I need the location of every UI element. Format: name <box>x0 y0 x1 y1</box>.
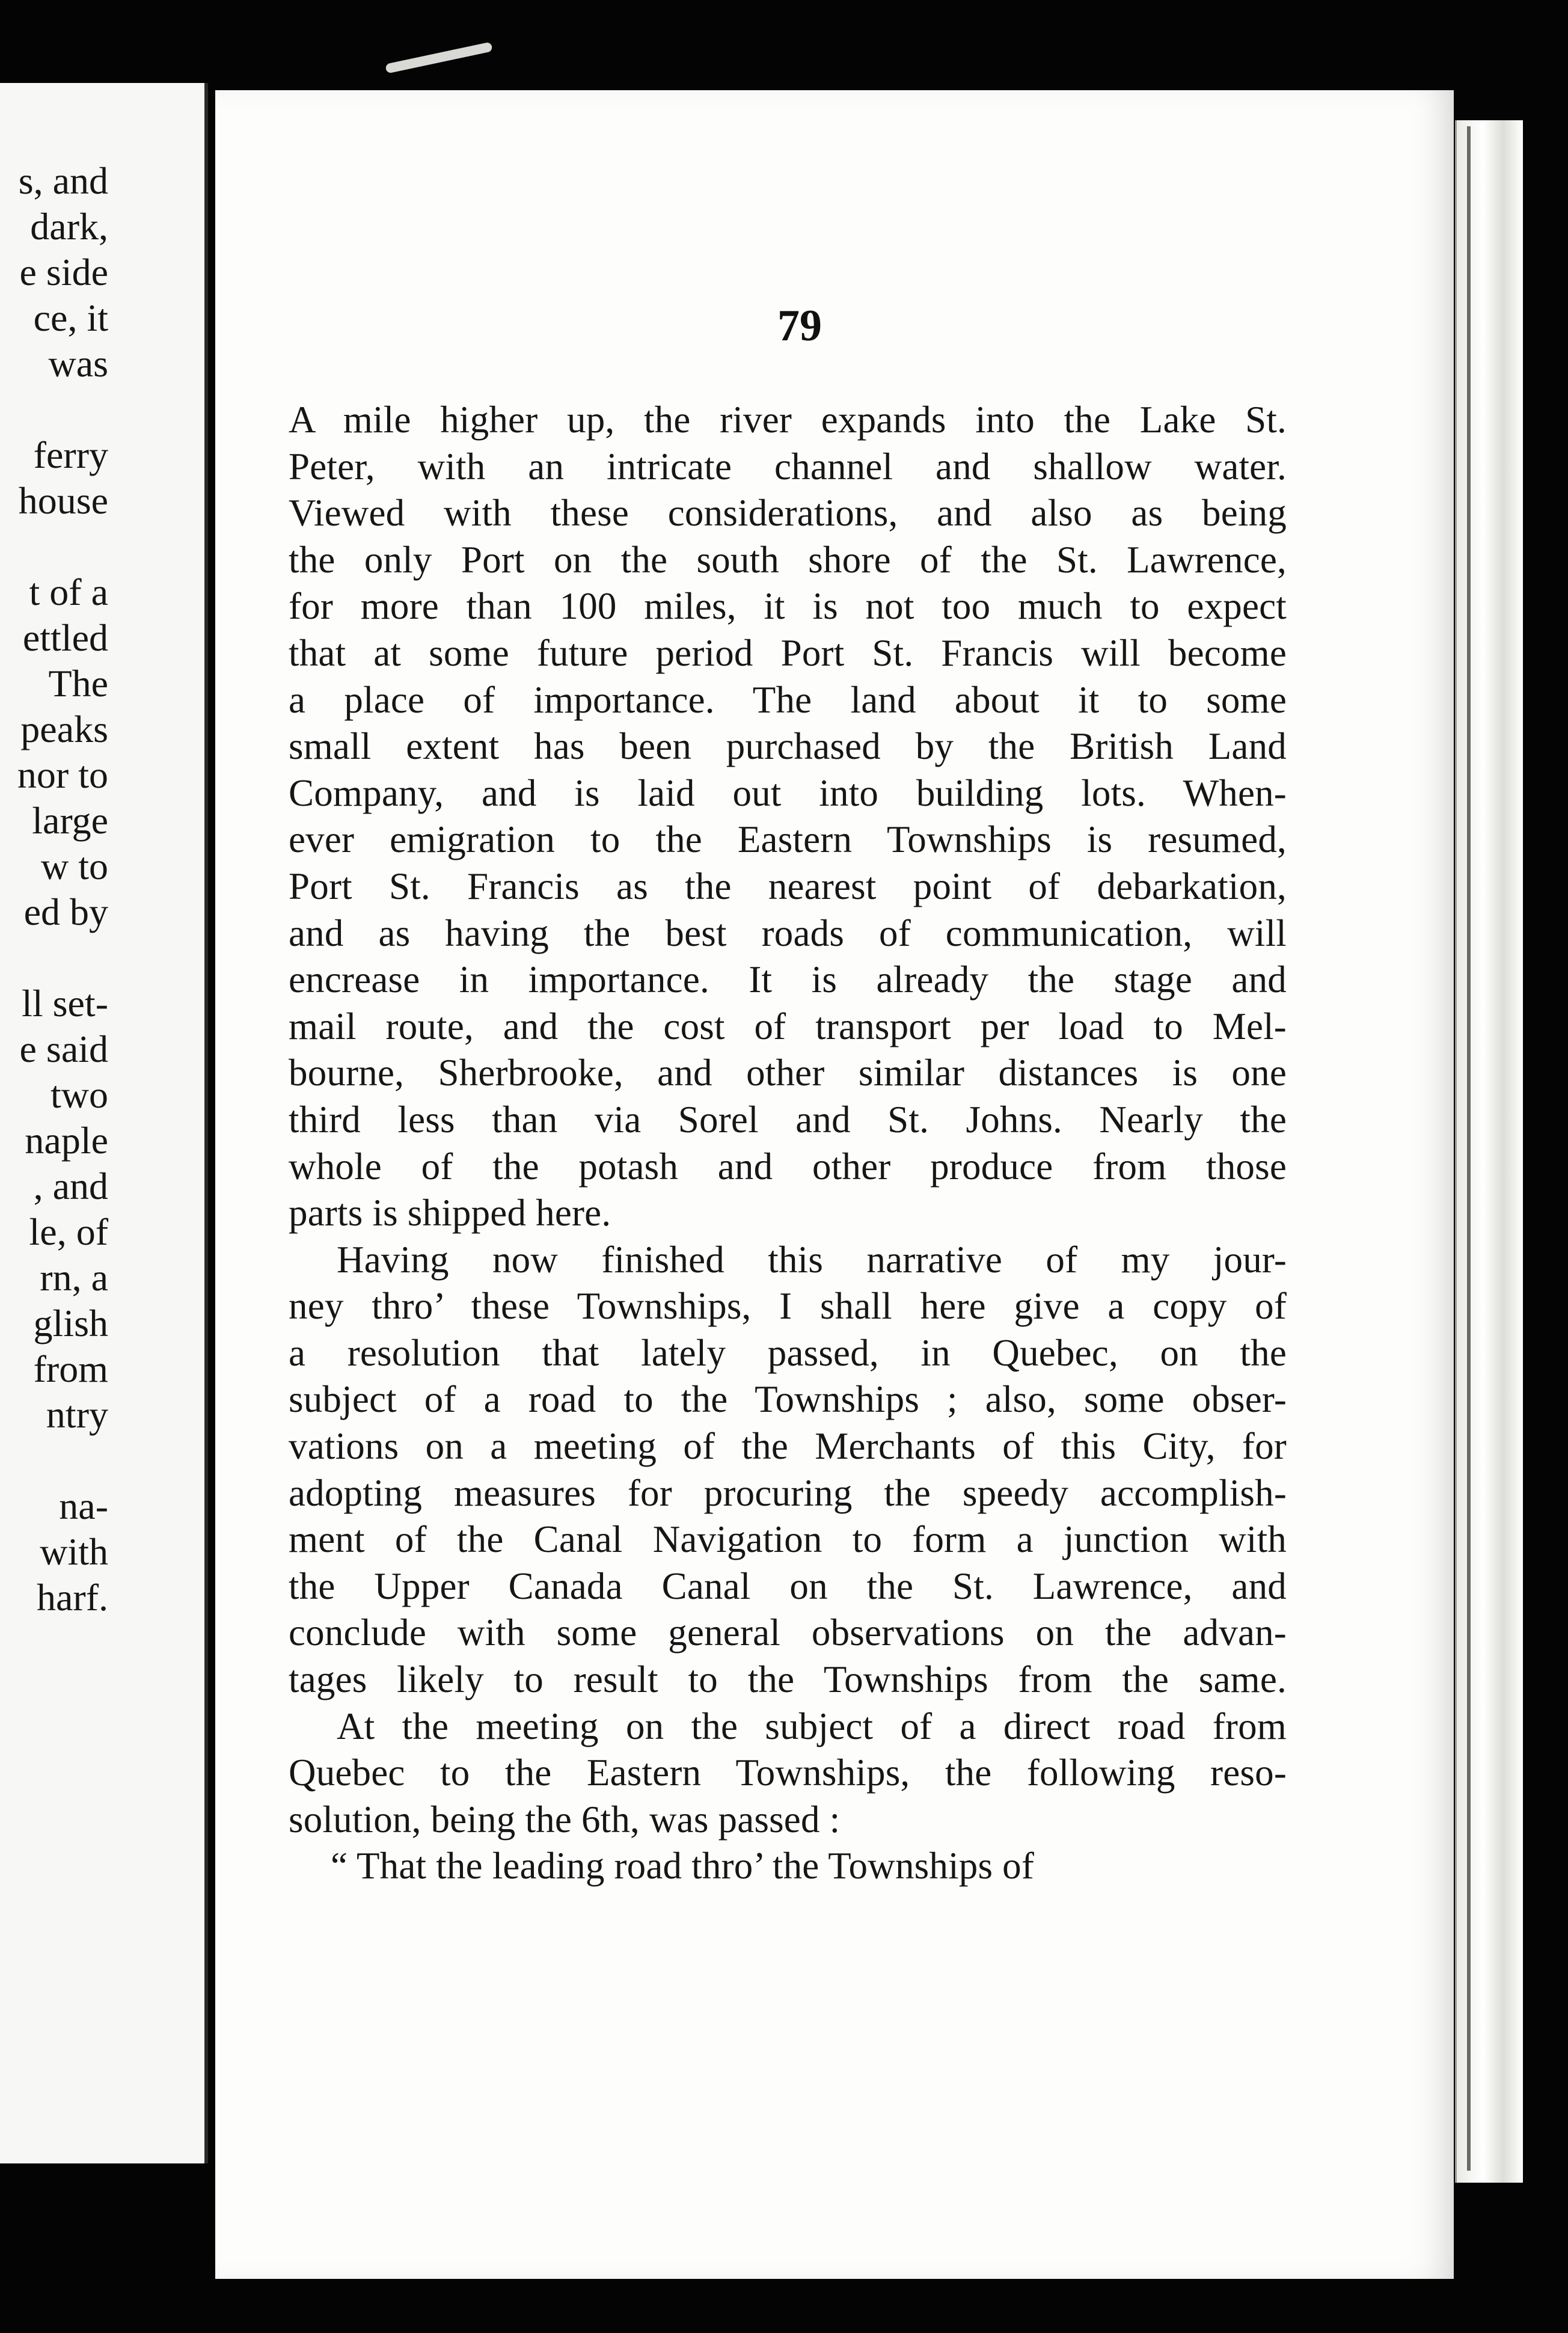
text-line: Quebec to the Eastern Townships, the following reso- <box>289 1752 1287 1794</box>
previous-page-line: two <box>51 1073 108 1116</box>
previous-page-line: ll set- <box>22 982 108 1025</box>
text-line: the Upper Canada Canal on the St. Lawrence, and <box>289 1565 1287 1607</box>
previous-page-line: e side <box>19 251 108 293</box>
text-line: At the meeting on the subject of a direct road from <box>337 1705 1287 1747</box>
text-line: Peter, with an intricate channel and shallow water. <box>289 445 1287 488</box>
previous-page-line: ce, it <box>33 296 108 339</box>
text-line: a place of importance. The land about it to some <box>289 678 1287 721</box>
text-line: solution, being the 6th, was passed : <box>289 1798 841 1841</box>
text-line: ever emigration to the Eastern Townships is resumed, <box>289 818 1287 861</box>
text-line: “ That the leading road thro’ the Townships of <box>331 1845 1035 1887</box>
previous-page-line: large <box>32 799 108 842</box>
text-line: subject of a road to the Townships ; also, some obser- <box>289 1378 1287 1421</box>
previous-page-line: nor to <box>17 753 108 796</box>
previous-page-line: ferry <box>33 434 108 476</box>
text-line: a resolution that lately passed, in Quebec, on the <box>289 1331 1287 1374</box>
previous-page-line: peaks <box>20 708 108 750</box>
previous-page-line: rn, a <box>40 1256 108 1299</box>
text-line: Having now finished this narrative of my jour- <box>337 1238 1287 1281</box>
previous-page-line: from <box>33 1347 108 1390</box>
previous-page-line: harf. <box>36 1576 108 1619</box>
previous-page-line: t of a <box>29 571 108 613</box>
text-line: that at some future period Port St. Francis will become <box>289 631 1287 674</box>
text-line: for more than 100 miles, it is not too much to expect <box>289 585 1287 628</box>
previous-page-line: , and <box>33 1165 108 1207</box>
text-line: third less than via Sorel and St. Johns. Nearly the <box>289 1098 1287 1141</box>
text-line: mail route, and the cost of transport per load to Mel- <box>289 1005 1287 1047</box>
previous-page-line: naple <box>25 1119 108 1162</box>
text-line: the only Port on the south shore of the St. Lawrence, <box>289 538 1287 581</box>
text-line: ment of the Canal Navigation to form a junction with <box>289 1518 1287 1561</box>
previous-page-line: ed by <box>23 891 108 933</box>
text-line: ney thro’ these Townships, I shall here give a copy of <box>289 1285 1287 1328</box>
previous-page-fragment <box>0 83 208 2163</box>
previous-page-line: na- <box>59 1485 108 1527</box>
text-line: parts is shipped here. <box>289 1192 611 1234</box>
text-line: whole of the potash and other produce from those <box>289 1145 1287 1188</box>
previous-page-line: s, and <box>18 159 108 202</box>
previous-page-line: e said <box>19 1028 108 1070</box>
previous-page-line: glish <box>33 1302 108 1344</box>
previous-page-line: The <box>48 662 108 705</box>
previous-page-line: dark, <box>30 205 108 248</box>
previous-page-line: le, of <box>29 1210 108 1253</box>
text-line: conclude with some general observations on the advan- <box>289 1611 1287 1654</box>
text-line: Port St. Francis as the nearest point of debarkation, <box>289 865 1287 907</box>
previous-page-line: house <box>18 479 108 522</box>
text-line: tages likely to result to the Townships from the same. <box>289 1658 1287 1701</box>
text-line: Company, and is laid out into building lots. When- <box>289 771 1287 814</box>
previous-page-line: ntry <box>46 1393 108 1436</box>
text-line: adopting measures for procuring the speedy accomplish- <box>289 1471 1287 1514</box>
page-number: 79 <box>777 301 822 351</box>
page-edge <box>1455 120 1523 2183</box>
previous-page-line: with <box>40 1530 108 1573</box>
text-line: Viewed with these considerations, and also as being <box>289 492 1287 535</box>
page-edge-shadow <box>1467 126 1471 2171</box>
text-line: and as having the best roads of communication, will <box>289 912 1287 954</box>
previous-page-line: was <box>48 342 108 385</box>
text-line: small extent has been purchased by the British Land <box>289 725 1287 768</box>
text-line: encrease in importance. It is already the stage and <box>289 958 1287 1001</box>
text-line: bourne, Sherbrooke, and other similar distances is one <box>289 1052 1287 1094</box>
text-line: A mile higher up, the river expands into the Lake St. <box>289 399 1287 441</box>
previous-page-line: ettled <box>22 616 108 659</box>
previous-page-line: w to <box>41 845 108 888</box>
text-line: vations on a meeting of the Merchants of this City, for <box>289 1425 1287 1468</box>
body-text <box>289 397 1287 1890</box>
